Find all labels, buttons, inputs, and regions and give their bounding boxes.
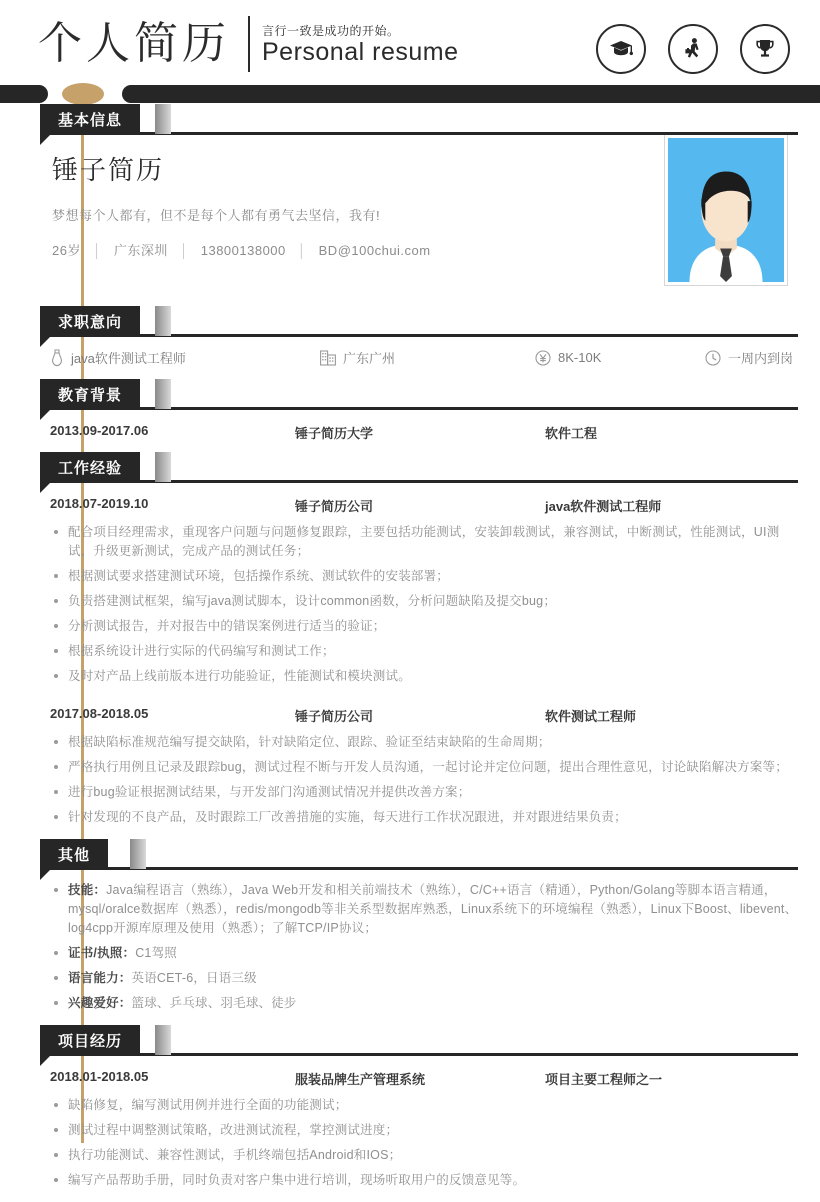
title-divider [248,16,250,72]
section-tab-tail [155,306,171,336]
job-intention-position-value: java软件测试工程师 [71,351,186,366]
list-item: 测试过程中调整测试策略，改进测试流程，掌控测试进度； [50,1121,800,1146]
list-item: 针对发现的不良产品，及时跟踪工厂改善措施的实施，每天进行工作状况跟进，并对跟进结果负责； [50,808,800,833]
job-intention-salary-value: 8K-10K [558,350,602,365]
header-rule [0,85,820,103]
avatar-image [668,138,784,282]
other-value: Java编程语言（熟练），Java Web开发和相关前端技术（熟练），C/C++语言（精通），Python/Golang等脚本语言精通，mysql/oralce数据库（熟悉），redis/mongodb等非关系型数据库熟悉，Linux系统下的环境编程（熟悉），Linux下Boost、libevent、log4cpp开源库原理及使用（熟悉）；了解TCP/IP协议； [68,883,798,935]
section-title-education: 教育背景 [40,379,140,409]
section-header-project-experience [0,1025,820,1055]
job-intention-salary [535,350,705,366]
walking-businessman-icon [668,24,718,74]
candidate-motto: 梦想每个人都有，但不是每个人都有勇气去坚信，我有! [52,208,381,223]
clock-icon [705,350,721,366]
work-entry [0,698,820,839]
list-item: 执行功能测试、兼容性测试，手机终端包括Android和IOS； [50,1146,800,1171]
section-notch [40,869,51,880]
education-entry-head [50,417,800,450]
section-notch [40,482,51,493]
section-rule [40,1053,798,1056]
work-role: java软件测试工程师 [545,499,662,514]
section-other [0,839,820,1025]
list-item: 及时对产品上线前版本进行功能验证，性能测试和模块测试。 [50,667,800,692]
rule-segment-right [122,85,820,103]
education-school: 锤子简历大学 [295,426,374,441]
section-header-job-intention [0,306,820,336]
work-role: 软件测试工程师 [545,709,637,724]
section-title-project-experience: 项目经历 [40,1025,140,1055]
work-entry [0,482,820,698]
other-label: 技能： [68,883,107,897]
section-notch [40,409,51,420]
job-intention-availability [705,348,793,367]
section-tab-tail [155,379,171,409]
section-tab-tail [155,1025,171,1055]
education-entry [0,409,820,452]
project-name: 服装品牌生产管理系统 [295,1072,426,1087]
education-date: 2013.09-2017.06 [50,423,149,438]
other-bullets [50,881,800,1023]
work-date: 2018.07-2019.10 [50,496,149,511]
trophy-icon [740,24,790,74]
section-education [0,379,820,452]
candidate-location: 广东深圳 [113,243,168,258]
other-value: 英语CET-6，日语三级 [131,971,257,985]
list-item: 根据测试要求搭建测试环境，包括操作系统、测试软件的安装部署； [50,567,800,592]
section-notch [40,134,51,145]
list-item: 配合项目经理需求，重现客户问题与问题修复跟踪，主要包括功能测试，安装卸载测试，兼容测试，中断测试，性能测试，UI测试，升级更新测试，完成产品的测试任务； [50,523,800,567]
avatar [664,134,788,286]
timeline-start-dot [62,83,104,105]
section-notch [40,1055,51,1066]
section-header-basic-info [0,104,820,134]
work-entry-head [50,700,800,733]
header-motto: 言行一致是成功的开始。 [262,24,400,38]
project-date: 2018.01-2018.05 [50,1069,149,1084]
section-rule [40,132,798,135]
work-entry-head [50,490,800,523]
education-major: 软件工程 [545,426,598,441]
section-tab-tail [155,104,171,134]
candidate-phone: 13800138000 [200,243,286,258]
project-role: 项目主要工程师之一 [545,1072,663,1087]
yen-circle-icon [535,350,551,366]
job-intention-body [0,336,820,379]
basic-info-body [0,134,820,306]
section-tab-tail [155,452,171,482]
job-intention-location [320,348,535,367]
section-basic-info [0,104,820,306]
job-intention-location-value: 广东广州 [343,351,396,366]
list-item [50,881,800,944]
list-item [50,969,800,994]
candidate-email: BD@100chui.com [318,243,431,258]
list-item: 分析测试报告，并对报告中的错误案例进行适当的验证； [50,617,800,642]
meta-separator: │ [179,243,189,258]
work-company: 锤子简历公司 [295,709,374,724]
graduation-cap-icon [596,24,646,74]
list-item: 进行bug验证根据测试结果，与开发部门沟通测试情况并提供改善方案； [50,783,800,808]
meta-separator: │ [297,243,307,258]
list-item: 根据系统设计进行实际的代码编写和测试工作； [50,642,800,667]
other-body [0,869,820,1025]
other-label: 语言能力： [68,971,132,985]
building-icon [320,349,336,366]
meta-separator: │ [93,243,102,258]
necktie-icon [50,349,64,367]
section-header-other [0,839,820,869]
work-date: 2017.08-2018.05 [50,706,149,721]
work-bullets [50,523,800,696]
list-item: 编写产品帮助手册，同时负责对客户集中进行培训，现场听取用户的反馈意见等。 [50,1171,800,1196]
job-intention-availability-value: 一周内到岗 [728,351,794,366]
other-label: 兴趣爱好： [68,996,132,1010]
section-header-work-experience [0,452,820,482]
section-rule [40,334,798,337]
work-bullets [50,733,800,837]
section-notch [40,336,51,347]
section-job-intention [0,306,820,379]
rule-segment-left [0,85,48,103]
job-intention-position [50,348,320,367]
project-entry-head [50,1063,800,1096]
section-title-basic-info: 基本信息 [40,104,140,134]
other-value: 篮球、乒乓球、羽毛球、徒步 [131,996,297,1010]
work-company: 锤子简历公司 [295,499,374,514]
page-header [0,0,820,82]
list-item [50,994,800,1019]
candidate-name: 锤子简历 [52,155,165,185]
section-rule [40,480,798,483]
list-item: 缺陷修复，编写测试用例并进行全面的功能测试； [50,1096,800,1121]
list-item [50,944,800,969]
section-tab-tail [130,839,146,869]
project-entry [0,1055,820,1202]
header-icon-group [596,24,790,74]
section-work-experience [0,452,820,839]
section-header-education [0,379,820,409]
section-title-other: 其他 [40,839,108,869]
other-value: C1驾照 [135,946,177,960]
section-title-job-intention: 求职意向 [40,306,140,336]
other-label: 证书/执照： [68,946,136,960]
list-item: 根据缺陷标准规范编写提交缺陷，针对缺陷定位、跟踪、验证至结束缺陷的生命周期； [50,733,800,758]
list-item: 负责搭建测试框架，编写java测试脚本，设计common函数，分析问题缺陷及提交bug； [50,592,800,617]
page-title: 个人简历 [38,19,230,68]
candidate-age: 26岁 [52,243,81,258]
section-rule [40,867,798,870]
page-title-en: Personal resume [262,38,459,66]
section-project-experience [0,1025,820,1202]
project-bullets [50,1096,800,1200]
section-title-work-experience: 工作经验 [40,452,140,482]
section-rule [40,407,798,410]
list-item: 严格执行用例且记录及跟踪bug，测试过程不断与开发人员沟通，一起讨论并定位问题，提出合理性意见，讨论缺陷解决方案等； [50,758,800,783]
